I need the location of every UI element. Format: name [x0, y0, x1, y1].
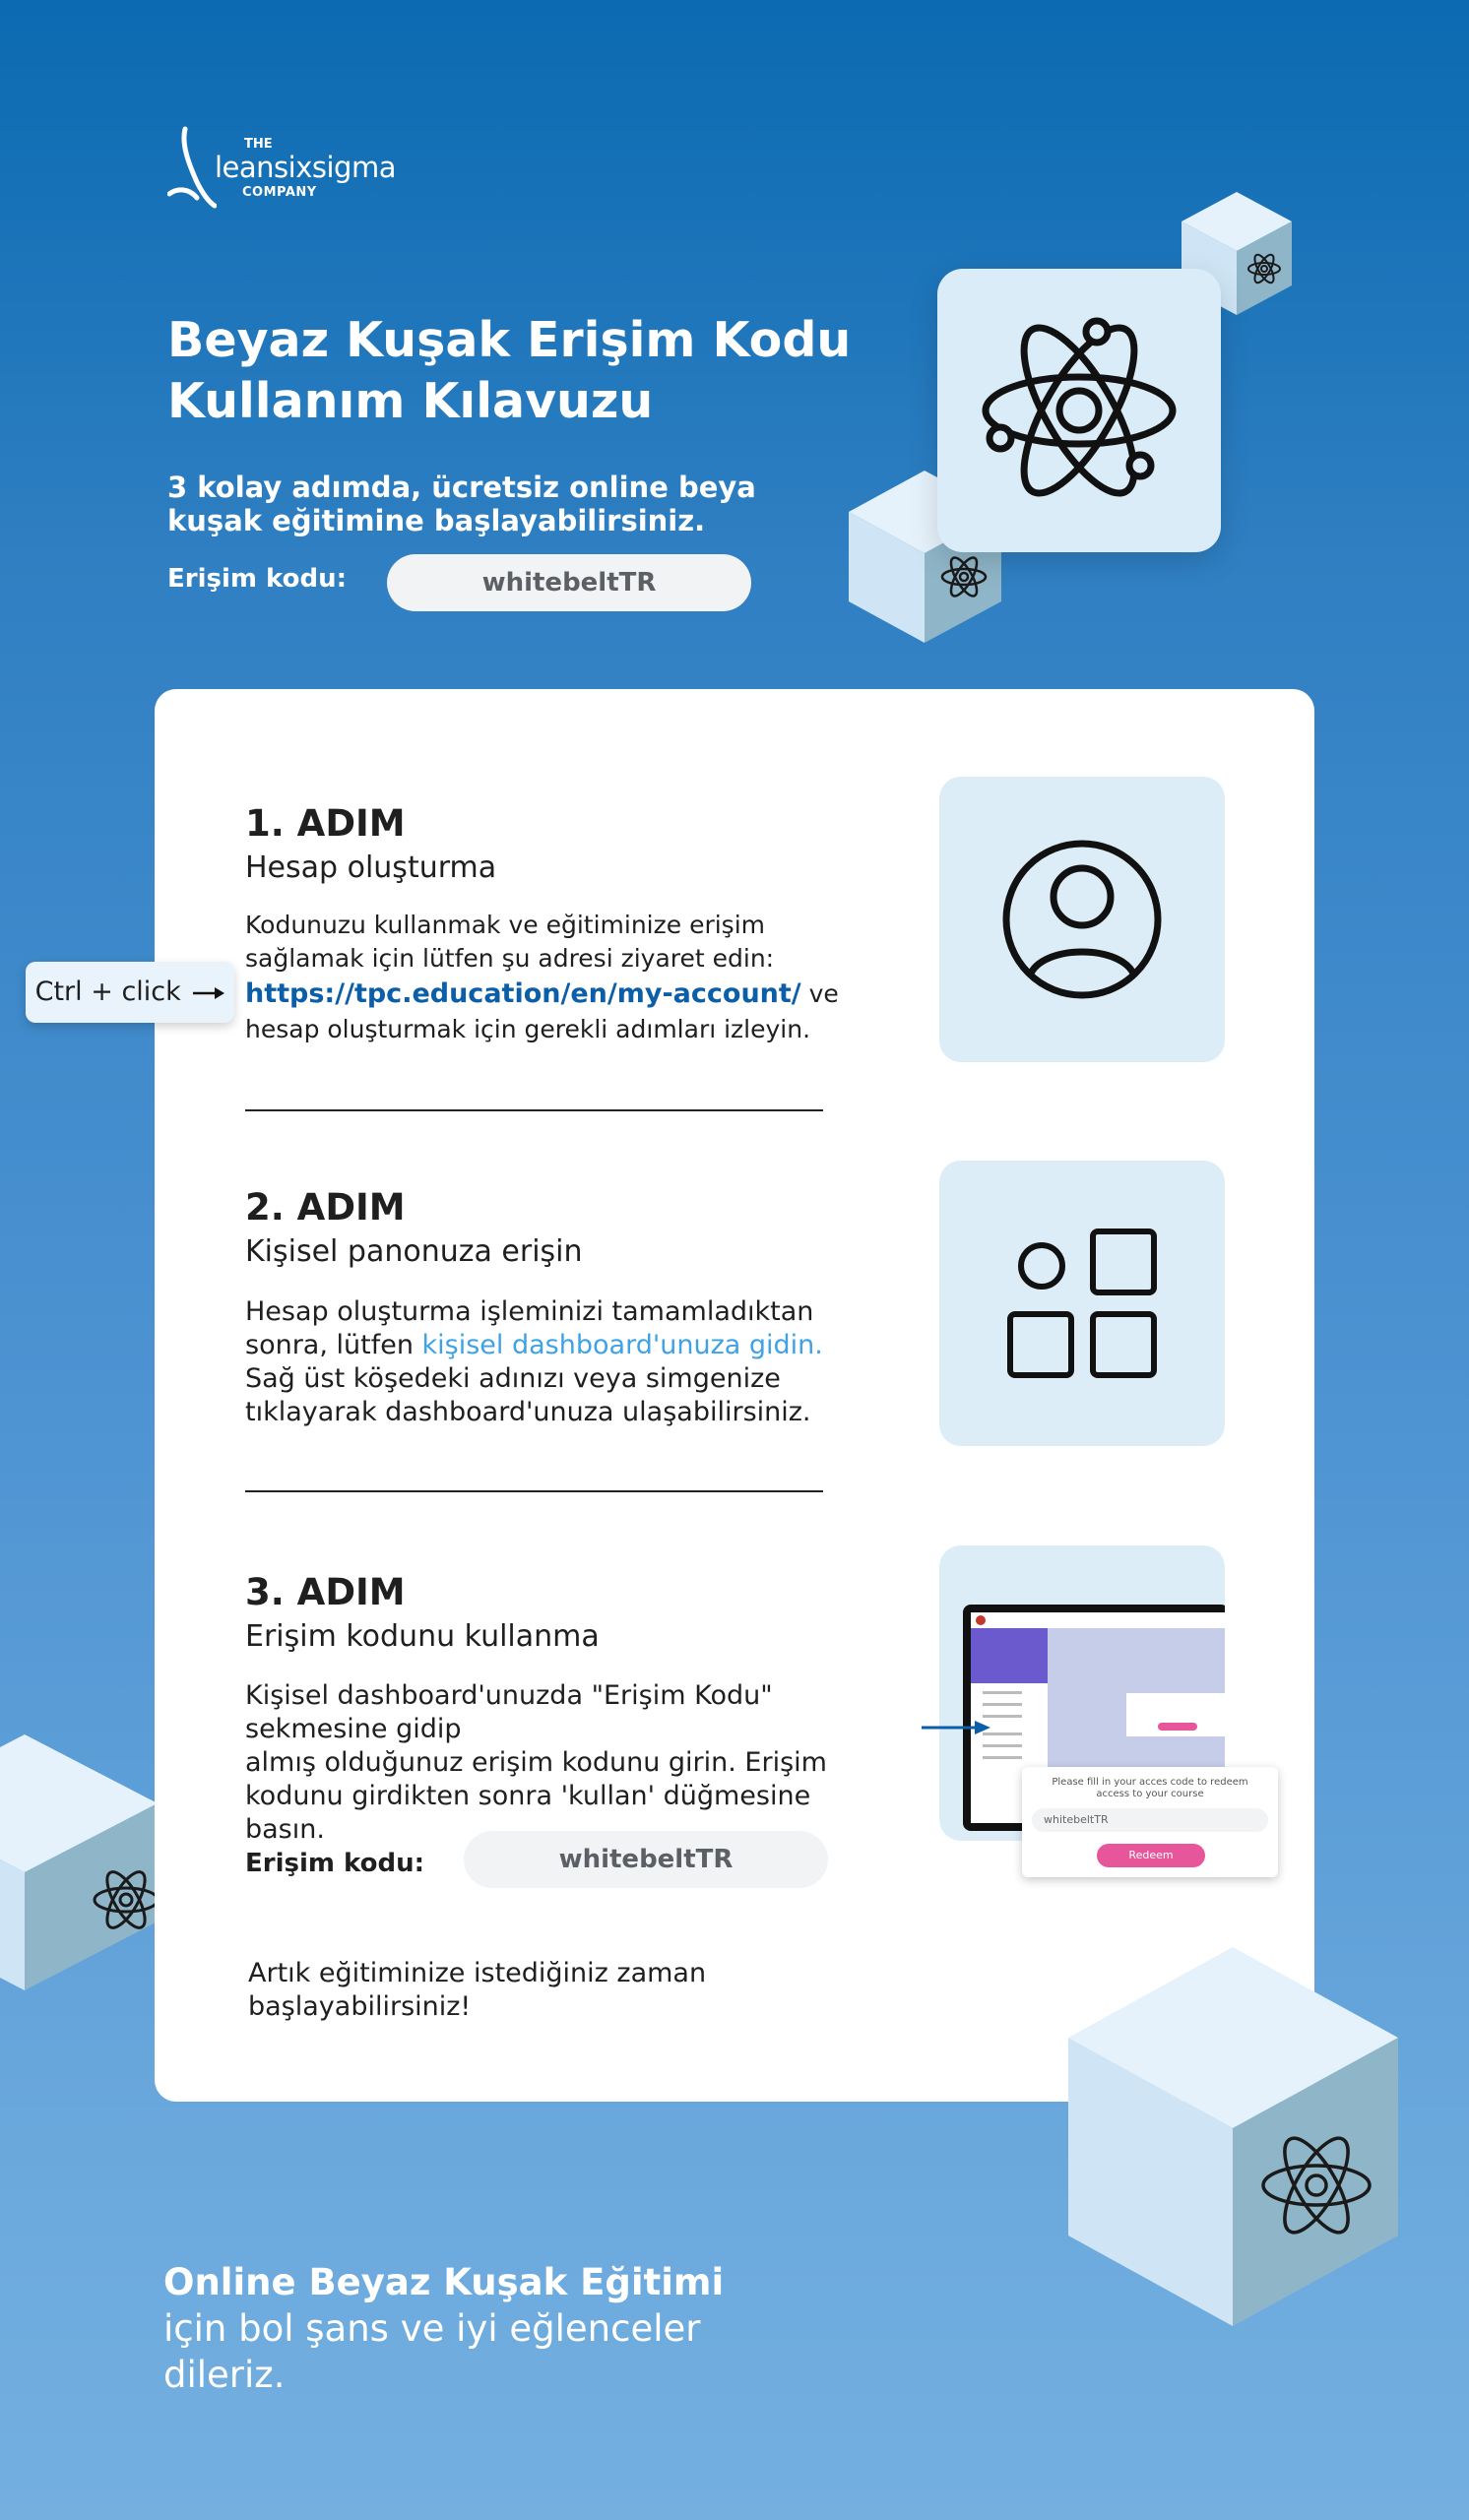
subtitle-line-2: kuşak eğitimine başlayabilirsiniz. — [167, 504, 706, 537]
closing-line-1: Artık eğitiminize istediğiniz zaman — [248, 1958, 707, 1988]
step-1-title: Hesap oluşturma — [245, 850, 497, 885]
step-3-code-label: Erişim kodu: — [245, 1849, 424, 1878]
step-1-icon-tile — [939, 777, 1225, 1062]
cube-bottom-right — [1068, 1947, 1398, 2326]
logo-the: THE — [244, 137, 273, 152]
step-3-title: Erişim kodunu kullanma — [245, 1619, 600, 1654]
footer-line-2: için bol şans ve iyi eğlenceler — [163, 2307, 701, 2350]
page-subtitle — [167, 471, 798, 537]
logo-wordmark: leansixsigma — [215, 151, 396, 184]
my-account-link[interactable]: https://tpc.education/en/my-account/ — [245, 978, 801, 1009]
closing-line-2: başlayabilirsiniz! — [248, 1991, 472, 2022]
step-divider-2 — [245, 1490, 823, 1492]
ctrl-click-hint — [26, 962, 234, 1023]
step-3-number: 3. ADIM — [245, 1571, 406, 1613]
atom-icon — [937, 269, 1221, 552]
arrow-right-icon — [193, 986, 224, 1000]
access-code-pill[interactable]: whitebeltTR — [387, 554, 751, 611]
cube-left-edge — [0, 1734, 158, 1990]
dashboard-link[interactable]: kişisel dashboard'unuza gidin. — [421, 1330, 823, 1360]
step-2-icon-tile — [939, 1161, 1225, 1446]
step-3-line-3: almış olduğunuz erişim kodunu girin. Erişim — [245, 1747, 827, 1778]
step-1-body — [245, 909, 895, 1046]
step-2-number: 2. ADIM — [245, 1186, 406, 1228]
logo-mark-icon — [167, 125, 217, 210]
title-line-1: Beyaz Kuşak Erişim Kodu — [167, 312, 852, 368]
redeem-popup — [1022, 1767, 1278, 1877]
closing-text — [248, 1957, 760, 2024]
step-1-line-4: hesap oluşturmak için gerekli adımları izleyin. — [245, 1015, 811, 1043]
title-line-2: Kullanım Kılavuzu — [167, 373, 654, 429]
apps-grid-icon — [939, 1161, 1225, 1446]
footer-message — [163, 2259, 774, 2398]
step-3-line-1: Kişisel dashboard'unuzda "Erişim Kodu" — [245, 1680, 773, 1711]
access-code-label: Erişim kodu: — [167, 564, 347, 594]
step-2-line-1: Hesap oluşturma işleminizi tamamladıktan — [245, 1296, 814, 1327]
footer-line-1: Online Beyaz Kuşak Eğitimi — [163, 2261, 725, 2303]
footer-line-3: dileriz. — [163, 2354, 286, 2396]
step-2-title: Kişisel panonuza erişin — [245, 1234, 583, 1269]
step-1-link-suffix: ve — [800, 979, 839, 1008]
step-3-line-4: kodunu girdikten sonra 'kullan' düğmesine basın. — [245, 1781, 811, 1845]
step-1-line-1: Kodunuzu kullanmak ve eğitiminize erişim — [245, 911, 766, 939]
step-3-line-2: sekmesine gidip — [245, 1714, 462, 1744]
step-2-line-4: tıklayarak dashboard'unuza ulaşabilirsiniz. — [245, 1397, 811, 1427]
step-2-body — [245, 1295, 895, 1429]
step-1-number: 1. ADIM — [245, 802, 406, 845]
redeem-code-input[interactable]: whitebeltTR — [1032, 1808, 1268, 1832]
redeem-button[interactable]: Redeem — [1097, 1844, 1205, 1867]
arrow-right-icon — [922, 1720, 990, 1735]
step-2-line-3: Sağ üst köşedeki adınızı veya simgenize — [245, 1363, 781, 1394]
step-2-line-2-prefix: sonra, lütfen — [245, 1330, 422, 1360]
step-1-line-2: sağlamak için lütfen şu adresi ziyaret edin: — [245, 944, 775, 973]
step-3-body — [245, 1679, 895, 1847]
step-divider-1 — [245, 1109, 823, 1111]
redeem-popup-text: Please fill in your acces code to redeem access to your course — [1052, 1777, 1248, 1799]
step-3-code-pill[interactable]: whitebeltTR — [464, 1831, 828, 1888]
user-circle-icon — [939, 777, 1225, 1062]
brand-logo — [167, 123, 404, 212]
logo-company: COMPANY — [242, 185, 317, 200]
hero-atom-tile — [937, 269, 1221, 552]
ctrl-click-label: Ctrl + click — [34, 976, 181, 1007]
subtitle-line-1: 3 kolay adımda, ücretsiz online beya — [167, 471, 756, 504]
page-title — [167, 310, 876, 432]
